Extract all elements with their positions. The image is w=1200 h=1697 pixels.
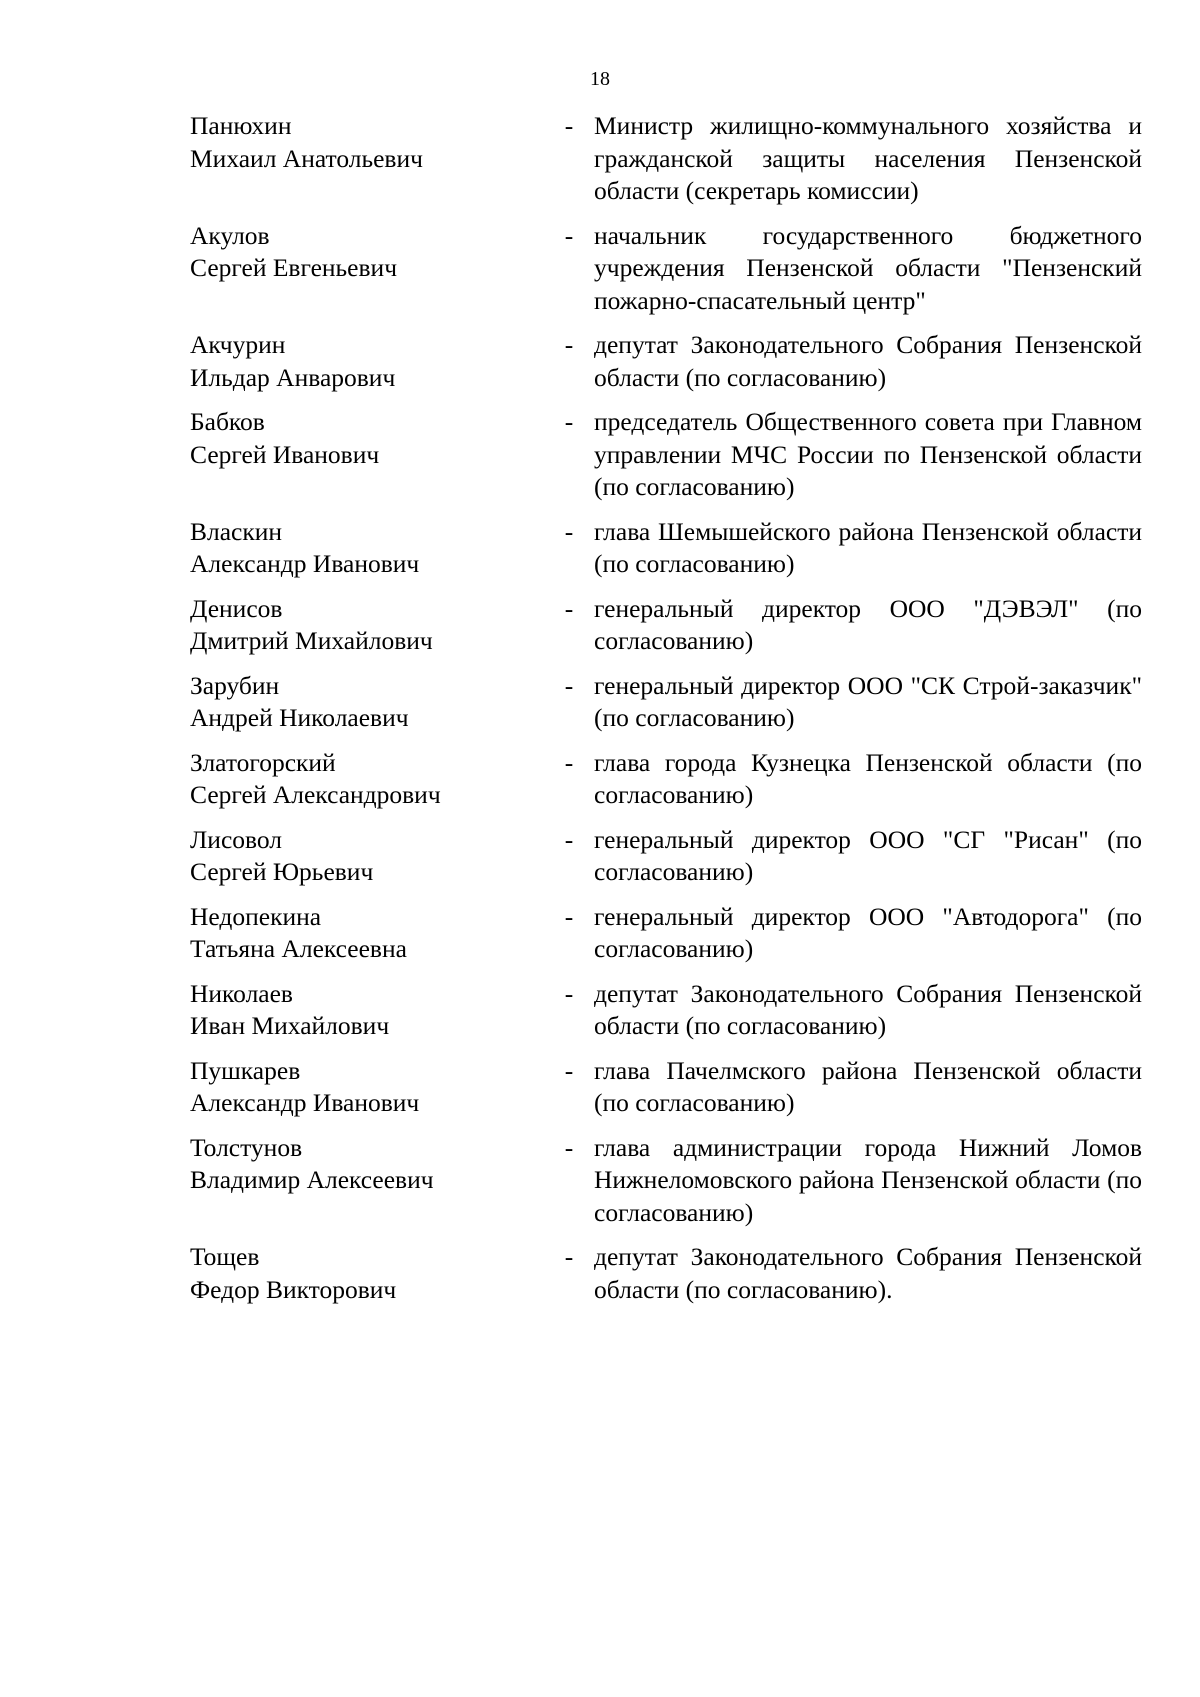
member-name xyxy=(190,516,550,581)
member-row xyxy=(190,1241,1142,1306)
member-given-names: Сергей Евгеньевич xyxy=(190,253,398,282)
member-position: Министр жилищно-коммунального хозяйства и гражданской защиты населения Пензенской области (секретарь комиссии) xyxy=(594,111,1142,205)
member-row xyxy=(190,406,1142,504)
member-given-names: Михаил Анатольевич xyxy=(190,143,423,173)
member-position: депутат Законодательного Собрания Пензенской области (по согласованию) xyxy=(594,330,1142,392)
member-position: депутат Законодательного Собрания Пензенской области (по согласованию) xyxy=(594,978,1142,1040)
member-row xyxy=(190,670,1142,735)
member-given-names: Федор Викторович xyxy=(190,1274,397,1304)
member-row xyxy=(190,1132,1142,1230)
member-position: глава Пачелмского района Пензенской области (по согласованию) xyxy=(594,1055,1142,1117)
members-list xyxy=(190,110,1142,1306)
member-name xyxy=(190,670,550,735)
member-position: глава администрации города Нижний Ломов Нижнеломовского района Пензенской области (по согласованию) xyxy=(594,1132,1142,1227)
member-given-names: Иван Михайлович xyxy=(190,1011,390,1040)
member-position: глава города Кузнецка Пензенской области (по согласованию) xyxy=(594,747,1142,809)
member-row xyxy=(190,747,1142,812)
member-dash: - xyxy=(564,407,574,436)
member-name xyxy=(190,220,550,285)
member-dash: - xyxy=(564,670,574,700)
member-given-names: Андрей Николаевич xyxy=(190,703,409,732)
member-position: глава Шемышейского района Пензенской области (по согласованию) xyxy=(594,516,1142,578)
member-dash: - xyxy=(564,747,574,777)
member-surname: Недопекина xyxy=(190,901,322,931)
member-row xyxy=(190,516,1142,581)
member-given-names: Александр Иванович xyxy=(190,549,420,578)
member-row xyxy=(190,110,1142,208)
page-number: 18 xyxy=(590,68,610,90)
member-name xyxy=(190,593,550,658)
member-dash: - xyxy=(564,901,574,931)
member-position: генеральный директор ООО "ДЭВЭЛ" (по согласованию) xyxy=(594,593,1142,655)
member-name xyxy=(190,110,550,175)
member-position: депутат Законодательного Собрания Пензенской области (по согласованию). xyxy=(594,1242,1142,1304)
member-position: председатель Общественного совета при Главном управлении МЧС России по Пензенской области (по согласованию) xyxy=(594,407,1142,501)
member-surname: Пушкарев xyxy=(190,1055,301,1085)
member-surname: Лисовол xyxy=(190,824,283,854)
member-name xyxy=(190,824,550,889)
member-position: генеральный директор ООО "Автодорога" (по согласованию) xyxy=(594,901,1142,963)
member-dash: - xyxy=(564,516,574,546)
member-row xyxy=(190,593,1142,658)
member-name xyxy=(190,747,550,812)
member-name xyxy=(190,978,550,1043)
member-position: начальник государственного бюджетного учреждения Пензенской области "Пензенский пожарно-спасательный центр" xyxy=(594,220,1142,315)
member-row xyxy=(190,901,1142,966)
member-row xyxy=(190,824,1142,889)
member-name xyxy=(190,406,550,471)
member-surname: Акчурин xyxy=(190,330,286,359)
member-surname: Толстунов xyxy=(190,1132,303,1162)
member-dash: - xyxy=(564,1055,574,1085)
member-given-names: Ильдар Анварович xyxy=(190,362,396,392)
member-given-names: Дмитрий Михайлович xyxy=(190,626,433,655)
member-name xyxy=(190,329,550,394)
member-row xyxy=(190,1055,1142,1120)
member-surname: Панюхин xyxy=(190,111,292,140)
member-dash: - xyxy=(564,220,574,250)
member-dash: - xyxy=(564,978,574,1008)
member-dash: - xyxy=(564,824,574,854)
member-row xyxy=(190,329,1142,394)
member-name xyxy=(190,1241,550,1306)
member-given-names: Владимир Алексеевич xyxy=(190,1165,434,1194)
member-name xyxy=(190,901,550,966)
member-surname: Златогорский xyxy=(190,747,336,777)
member-surname: Зарубин xyxy=(190,670,280,700)
member-surname: Николаев xyxy=(190,978,293,1008)
member-surname: Бабков xyxy=(190,407,265,436)
member-given-names: Александр Иванович xyxy=(190,1088,420,1117)
member-surname: Денисов xyxy=(190,593,283,623)
member-surname: Тощев xyxy=(190,1242,260,1271)
member-dash: - xyxy=(564,111,574,140)
member-row xyxy=(190,220,1142,318)
member-position: генеральный директор ООО "СГ "Рисан" (по согласованию) xyxy=(594,824,1142,886)
member-given-names: Сергей Александрович xyxy=(190,780,441,809)
member-dash: - xyxy=(564,593,574,623)
member-dash: - xyxy=(564,1242,574,1271)
member-given-names: Сергей Иванович xyxy=(190,439,380,469)
member-row xyxy=(190,978,1142,1043)
member-name xyxy=(190,1055,550,1120)
member-surname: Власкин xyxy=(190,516,283,546)
member-given-names: Сергей Юрьевич xyxy=(190,857,374,886)
member-dash: - xyxy=(564,330,574,359)
member-given-names: Татьяна Алексеевна xyxy=(190,934,407,963)
member-name xyxy=(190,1132,550,1197)
member-position: генеральный директор ООО "СК Строй-заказчик" (по согласованию) xyxy=(594,670,1142,732)
member-dash: - xyxy=(564,1132,574,1162)
member-surname: Акулов xyxy=(190,220,270,250)
